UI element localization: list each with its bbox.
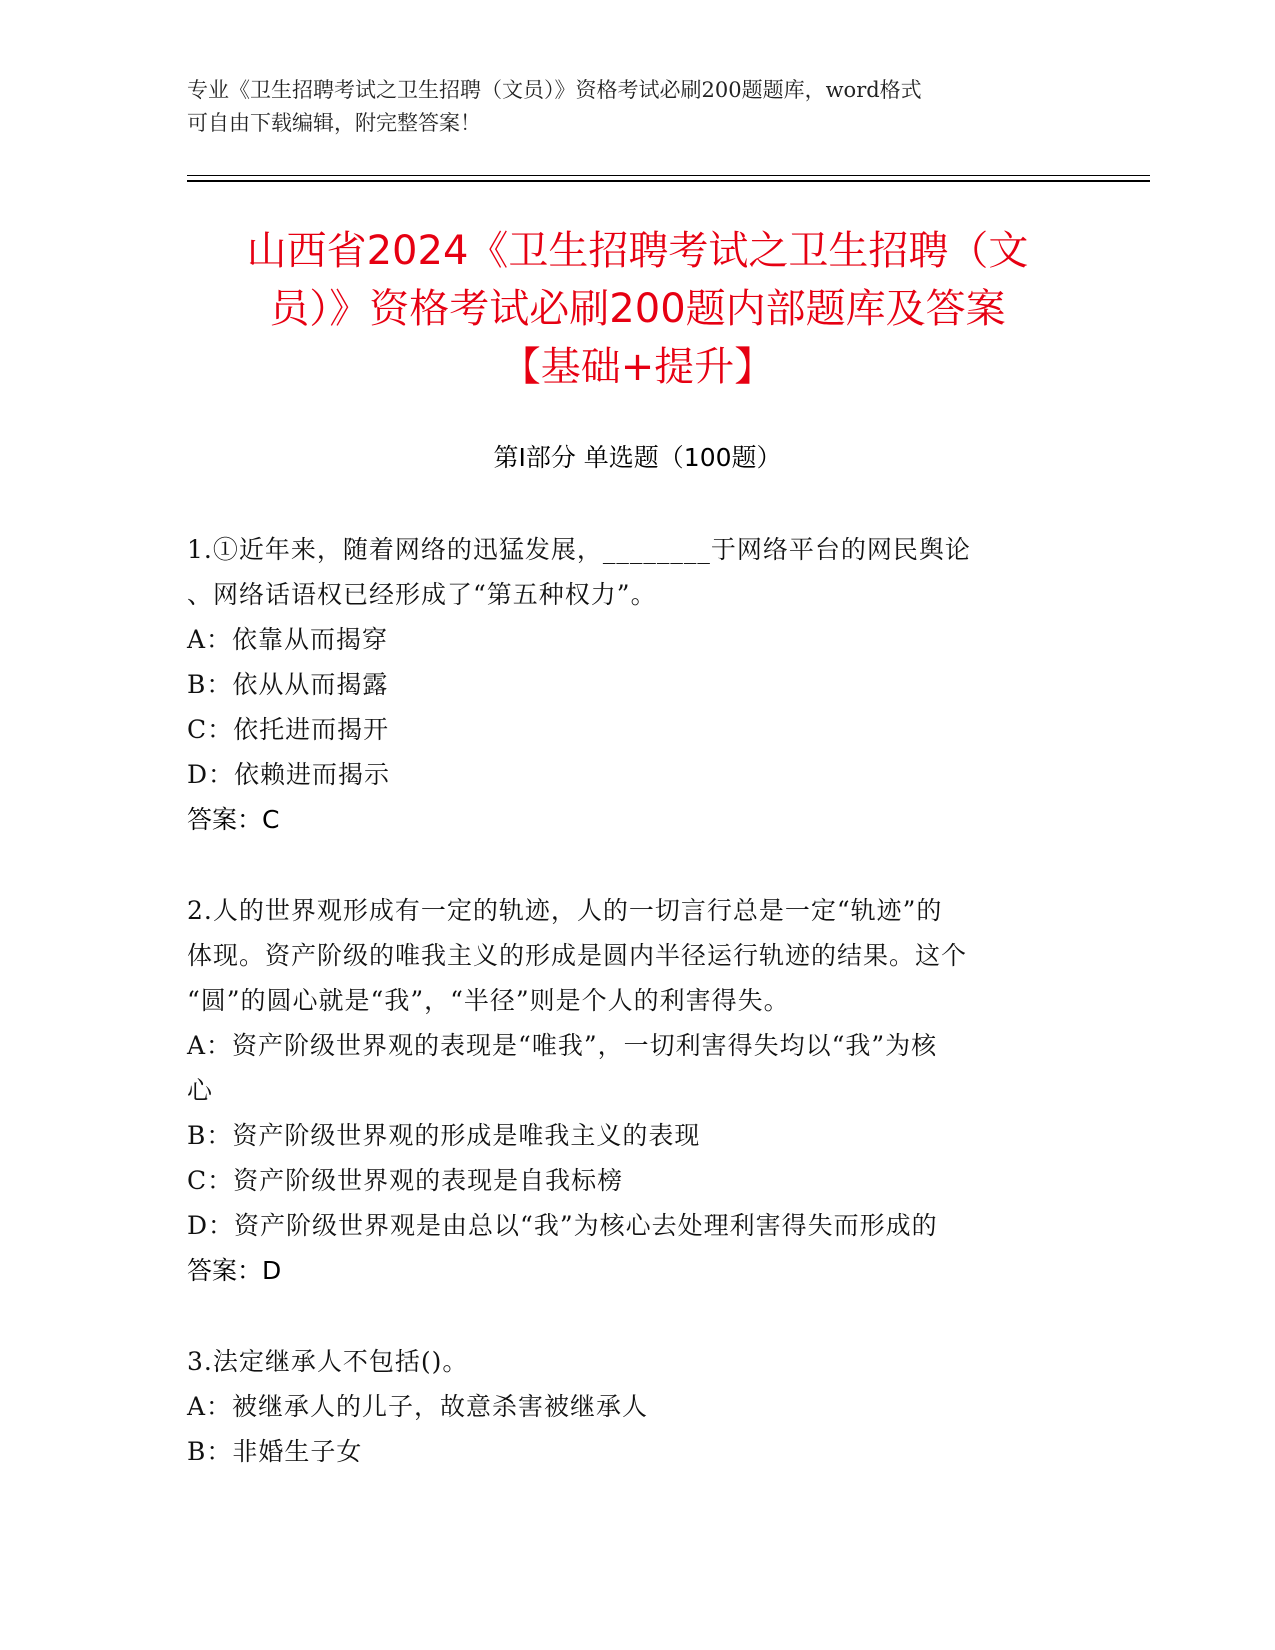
option-b: B：非婚生子女 [187,1437,363,1466]
question-1 [187,527,1067,842]
title-line: 【基础+提升】 [500,344,775,390]
header-divider-thick [187,180,1150,182]
title-line: 员）》资格考试必刷200题内部题库及答案 [269,286,1006,332]
option-d: D：依赖进而揭示 [187,760,391,789]
document-title [120,222,1155,396]
option-c: C：资产阶级世界观的表现是自我标榜 [187,1166,624,1195]
question-stem: 3.法定继承人不包括()。 [187,1347,469,1376]
question-stem: 1.①近年来，随着网络的迅猛发展，________于网络平台的网民舆论 [187,535,971,564]
question-stem: “圆”的圆心就是“我”，“半径”则是个人的利害得失。 [187,986,790,1015]
header-note-line: 可自由下载编辑，附完整答案！ [187,111,481,135]
option-a: A：依靠从而揭穿 [187,625,389,654]
header-note [187,74,1067,140]
header-divider-thin [187,175,1150,176]
option-d: D：资产阶级世界观是由总以“我”为核心去处理利害得失而形成的 [187,1211,938,1240]
question-stem: 2.人的世界观形成有一定的轨迹，人的一切言行总是一定“轨迹”的 [187,896,943,925]
option-b: B：资产阶级世界观的形成是唯我主义的表现 [187,1121,701,1150]
question-3 [187,1339,1067,1474]
question-2 [187,888,1067,1293]
answer: 答案：C [187,805,280,834]
option-c: C：依托进而揭开 [187,715,390,744]
header-note-line: 专业《卫生招聘考试之卫生招聘（文员）》资格考试必刷200题题库，word格式 [187,78,922,102]
title-line: 山西省2024《卫生招聘考试之卫生招聘（文 [246,228,1029,274]
question-stem: 体现。资产阶级的唯我主义的形成是圆内半径运行轨迹的结果。这个 [187,941,968,970]
option-a: A：资产阶级世界观的表现是“唯我”，一切利害得失均以“我”为核 [187,1031,938,1060]
question-stem: 、网络话语权已经形成了“第五种权力”。 [187,580,657,609]
question-list [187,527,1067,1520]
option-a-continued: 心 [187,1076,214,1105]
option-b: B：依从从而揭露 [187,670,389,699]
option-a: A：被继承人的儿子，故意杀害被继承人 [187,1392,649,1421]
section-heading: 第Ⅰ部分 单选题（100题） [493,443,782,472]
answer: 答案：D [187,1256,282,1285]
